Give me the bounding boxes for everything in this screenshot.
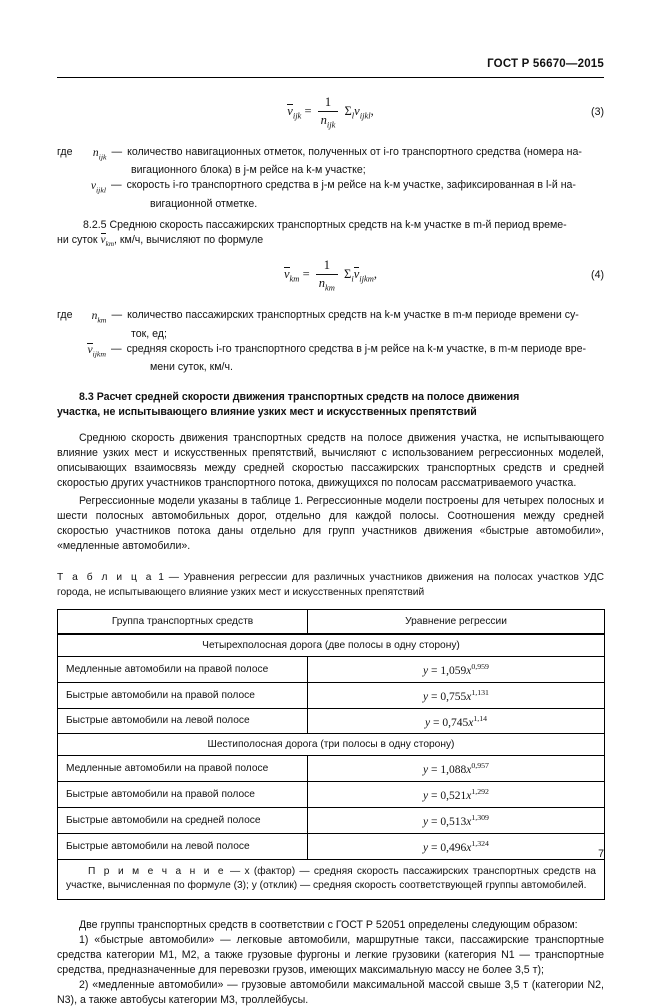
formula-4-block [57,258,604,298]
tail-item-2 [57,978,604,1008]
table-note [58,859,605,899]
table-body [58,634,605,899]
table-row [58,782,605,808]
formula-4-lhs-sub: km [289,273,300,284]
section-8-3-title-line2: участка, не испытывающего влияние узких мест и искусственных препятствий [57,406,477,419]
formula-4-lhs-var: v [283,267,290,282]
standard-title: ГОСТ Р 56670—2015 [487,58,604,70]
table-row [58,833,605,859]
formula-3-lhs-var: v [287,104,293,119]
column-header-group: Группа транспортных средств [58,609,308,634]
definition-text: количество навигационных отметок, полученных от i-го транспортного средства (номера на- [127,146,582,158]
table-cell-label: Быстрые автомобили на средней полосе [58,808,308,834]
table-group-row [58,734,605,756]
formula-3-denominator-var: n [320,113,327,127]
definition-continuation: ток, ед; [131,327,167,340]
trailing-section [57,918,604,1008]
column-header-equation: Уравнение регрессии [308,609,605,634]
formula-3-fraction [318,95,339,130]
clause-8-2-5-number: 8.2.5 [83,218,107,231]
table-cell-equation: $y = 0,513x^{1,309}$ [308,808,605,834]
formula-4-comma: , [373,267,378,282]
table-cell-label: Медленные автомобили на правой полосе [58,756,308,782]
formula-3-sum-sub: l [351,110,355,121]
table-row [58,756,605,782]
table-header-row [58,609,605,634]
tail-intro: Две группы транспортных средств в соответствии с ГОСТ Р 52051 определены следующим образом: [79,918,578,931]
section-8-3-heading [57,390,604,420]
table-cell-equation: $y = 1,059x^{0,959}$ [308,656,605,682]
formula-3-equals: = [304,104,312,119]
table-cell-label: Быстрые автомобили на правой полосе [58,682,308,708]
formula-3-rhs-var: v [354,104,360,119]
formula-4-number: (4) [591,269,604,282]
formula-4 [57,258,604,293]
definition-row [57,178,604,195]
where-label: где [57,146,73,158]
table-cell-equation: $y = 0,496x^{1,324}$ [308,833,605,859]
formula-4-equals: = [302,267,310,282]
formula-3 [57,95,604,130]
formula-4-fraction [316,258,338,293]
table-caption-text: Уравнения регрессии для различных участников движения на полосах участков УДС города, не испытывающего влияние узких мест и искусственных препятствий [57,572,604,599]
formula-4-sum-sub: i [351,273,354,284]
formula-3-numerator: 1 [318,95,339,112]
table-cell-equation: $y = 1,088x^{0,957}$ [308,756,605,782]
formula-3-sum: Σ [344,104,352,119]
tail-item-1-number: 1) [79,933,89,946]
header-rule [57,77,604,78]
definition-dash: — [111,179,122,192]
clause-8-2-5-line1: Среднюю скорость пассажирских транспортных средств на k-м участке в m-й период време- [109,218,567,231]
definition-dash: — [111,309,123,322]
section-8-3-title-line1: Расчет средней скорости движения транспортных средств на полосе движения [96,391,520,404]
definition-dash: — [111,146,123,158]
formula-4-rhs-sub: ijkm [359,273,374,284]
clause-8-2-5-line2 [57,233,604,249]
formula-3-number: (3) [591,106,604,118]
where-label: где [57,309,73,322]
formula-4-denominator-sub: km [325,282,335,293]
regression-table [57,609,605,900]
page-number: 7 [598,848,604,860]
table-header [58,609,605,634]
table-note-dash: — [229,865,241,877]
definition-symbol: $n_{km}$ [91,310,107,325]
clause-8-2-5 [57,218,604,233]
definition-dash: — [111,342,122,355]
table-row [58,682,605,708]
table-cell-label: Быстрые автомобили на правой полосе [58,782,308,808]
formula-3-comma: , [370,104,374,119]
formula-3-rhs-sub: ijkl [359,110,371,121]
page-header [57,58,604,78]
table-caption-label: Т а б л и ц а [57,572,154,584]
tail-item-2-number: 2) [79,978,89,991]
section-8-3-paragraph-2: Регрессионные модели указаны в таблице 1. Регрессионные модели построены для четырех полосных и шести полосных автомобильных дорог, отдельно для каждой полосы. Соотношения между средней скоростью участников потока даны отдельно для групп участников движения «быстрые автомобили», «медленные автомобили». [57,495,604,553]
definition-text: скорость i-го транспортного средства в j-м рейсе на k-м участке, зафиксированная в l-й на- [126,179,576,192]
formula-4-rhs-var: v [353,267,360,282]
definition-row [57,308,604,325]
formula-4-definitions [57,308,604,375]
tail-item-1-text: «быстрые автомобили» — легковые автомобили, маршрутные такси, пассажирские транспортные средства категории М1, М2, а также грузовые фургоны и легкие грузовики (категория N1 — транспортные средства, предназначенные для перевозки грузов, имеющих максимальную массу не более 3,5 т); [57,933,604,976]
table-caption-dash: — [168,572,179,584]
table-note-row [58,859,605,899]
table-cell-equation: $y = 0,521x^{1,292}$ [308,782,605,808]
table-caption-number: 1 [158,572,164,584]
table-caption [57,571,604,601]
section-8-3-paragraph-1: Среднюю скорость движения транспортных средств на полосе движения участка, не испытывающего влияние узких мест и искусственных препятствий, вычисляют с использованием регрессионных моделей, описывающих взаимосвязь между средней скоростью пассажирских транспортных средств и средней скоростью других участников транспортного потока, движущихся по полосам рассматриваемого участка. [57,432,604,490]
formula-3-denominator-sub: ijk [326,119,336,130]
clause-8-2-5-line2-post: , км/ч, вычисляют по формуле [114,233,264,246]
clause-8-2-5-sub: km [105,239,115,248]
definition-continuation: вигационной отметке. [150,197,258,210]
table-cell-label: Быстрые автомобили на левой полосе [58,708,308,734]
table-cell-equation: $y = 0,745x^{1,14}$ [308,708,605,734]
definition-row [57,145,604,162]
definition-text: средняя скорость i-го транспортного средства в j-м рейсе на k-м участке, в m-м периоде вре- [126,342,587,355]
page-content [57,86,604,1008]
tail-item-1 [57,933,604,978]
formula-3-block [57,95,604,135]
table-row [58,708,605,734]
table-row [58,656,605,682]
table-cell-label: Медленные автомобили на правой полосе [58,656,308,682]
definition-symbol: $n_{ijk}$ [92,147,107,162]
formula-4-numerator: 1 [316,258,338,275]
table-cell-label: Быстрые автомобили на левой полосе [58,833,308,859]
definition-text: количество пассажирских транспортных средств на k-м участке в m-м периоде времени су- [127,309,579,322]
table-cell-equation: $y = 0,755x^{1,131}$ [308,682,605,708]
formula-3-lhs-sub: ijk [292,110,302,121]
section-8-3-number: 8.3 [79,391,94,404]
table-group-title: Четырехполосная дорога (две полосы в одну сторону) [58,634,605,657]
tail-item-2-text: «медленные автомобили» — грузовые автомобили максимальной массой свыше 3,5 т (категории N2, N3), а также автобусы категории М3, троллейбусы. [57,978,604,1006]
table-note-text: x (фактор) — средняя скорость пассажирских транспортных средств на участке, вычисленная по формуле (3); y (отклик) — средняя скорость соответствующей группы автомобилей. [66,865,596,892]
table-group-title: Шестиполосная дорога (три полосы в одну сторону) [58,734,605,756]
formula-4-denominator-var: n [318,276,325,291]
definition-row [57,342,604,359]
formula-4-sum: Σ [344,267,352,282]
formula-3-definitions [57,145,604,212]
definition-symbol: $v_{ijkm}$ [87,343,106,358]
definition-continuation: мени суток, км/ч. [150,361,233,374]
table-note-label: П р и м е ч а н и е [88,865,226,877]
definition-symbol: $v_{ijkl}$ [90,180,106,195]
table-group-row [58,634,605,657]
clause-8-2-5-var: v [100,233,106,246]
clause-8-2-5-line2-pre: ни суток [57,233,101,246]
definition-continuation: вигационного блока) в j-м рейсе на k-м участке; [131,164,366,177]
table-row [58,808,605,834]
